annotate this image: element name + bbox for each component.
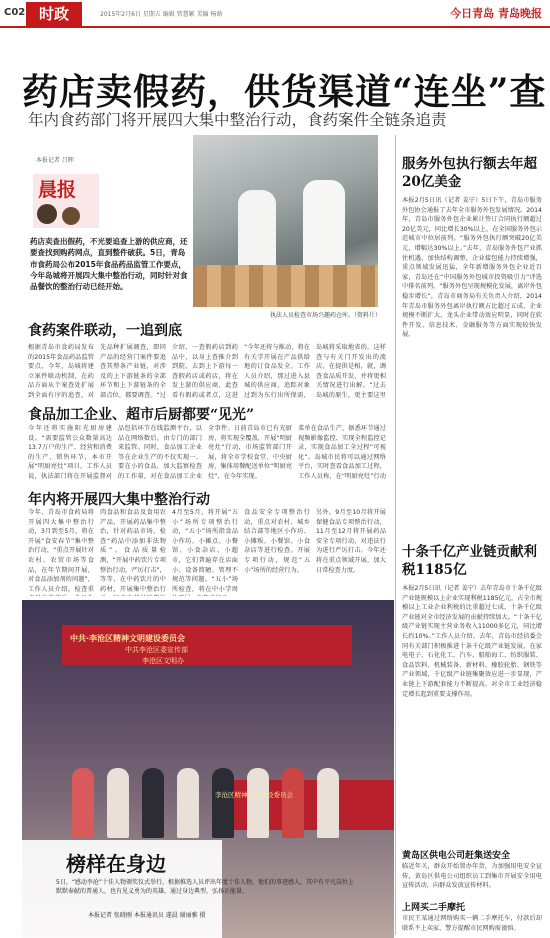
banner-text-4: 李沧区精神文明建设委员会 — [215, 791, 293, 799]
feature-credit: 本报记者 张晓刚 本报通讯员 遂晨 谢丽雅 摄 — [88, 912, 206, 919]
page-number: C02 — [4, 7, 26, 18]
lead-paragraph: 药店卖查出假药，不光要追查上游的供应商，还要查找到购药网点，直到整件破获。5日，青岛市食药局公布2015年食品药品监管工作要点，今年岛城将开展四大集中整治行动，同时针对食品餐饮的整治行动已经开始。 — [30, 237, 188, 292]
byline: 本报记者 吕晖 — [36, 157, 74, 164]
section1-col4: “今年还将与推动，将在有关学开展在产品供给地的订食品发全。工作人员介绍，那过进入县城的供应商、追踪对象过到为东行出所保需， — [244, 344, 310, 399]
right-heading-4: 上网买二手摩托 — [402, 903, 466, 913]
section3-col2: 肉食品和食品及食用农产品，开展药品集中整治，针对药品市场，检查“药品中添加非法物质”，食品质量检测，“开展中药饮片专项整治行动，严厉打击”，等等，在中药饮片的中药材，开展集中整治行 — [100, 509, 166, 593]
right-heading-3: 黄岛区供电公司赶集送安全 — [402, 851, 511, 861]
feature-caption: 5日，“感动李沧”十佳人物颁奖仪式举行，根据推选人员评出年度十佳人物，他们的事迹感人，其中有平凡岗位上默默奉献的普通人，也有见义勇为的英雄，通过身边典型，弘扬正能量。 — [56, 879, 355, 895]
section1-col3: 介绍，一查假药店到药品中，以身上查推介到到院，去到上下游每一查假药店或药店，将在发上游的供应商，此查看有假药或者点，这进 — [172, 344, 238, 399]
right-text-3: 临近年关，群众开始置办年货，为加强用电安全宣传，黄岛区供电公司组织员工到集市开展安全用电宣传活动，向群众发放宣传材料。 — [402, 863, 542, 890]
page-header — [0, 0, 550, 28]
main-headline: 药店卖假药，供货渠道“连坐”查 — [22, 71, 547, 113]
section3-col3: 4月至5月，将开展“五小”场所专项整治行动，“五小”场所指食品小作坊、小摊点、小餐馆、小食杂店、小超市，它们普遍存在店面小、设备简陋、管理不规范等问题。“五小”场所检查，将在中小学周 — [172, 509, 238, 593]
column-logo-text: 晨报 — [38, 179, 77, 201]
right-text-1: 本报2月5日讯（记者 姜宁）5日下午，青岛市服务外包协会通报了去年全市服务外包发展情况。2014年，青岛市服务外包企业累计签订合同执行额超过20亿美元，同比增长30%以上，在全国服务外包示范城市中位居前列。“服务外包执行额突破20亿美元，增幅达30%以上。”去年，青岛服务外包产业抓住机遇，加快结构调整，企业接包能力持续增强，重点领域发展迅猛，全年新增服务外包企业近百家，青岛还在“中国服务外包城市投资吸引力”评选中排名前列。“服务外包呈现规模化发展，离岸外包稳步增长”，青岛市商务局有关负责人介绍，2014年青岛市服务外包离岸执行额占比超过五成，企业规模不断扩大，龙头企业带动效应明显，同时在软件开发、信息技术、金融服务等方面实现较快发展。 — [402, 197, 542, 339]
banner-text-2: 中共李沧区委宣传部 — [125, 646, 188, 654]
feature-title: 榜样在身边 — [66, 852, 166, 876]
section1-col1: 根据青岛市食药局发布的2015年食品药品监管要点，今年，岛城将建立案件联动机制，在药品方面从个案查处扩展到全面有序的追查，对 — [28, 344, 94, 399]
section-badge: 时政 — [26, 2, 82, 26]
sub-headline: 年内食药部门将开展四大集中整治行动，食药案件全链条追责 — [28, 111, 447, 129]
section3-col5: 另外，9月至10月将开展保健食品专项整治行动，11月至12月将开展药品安全专项行动，对违法行为进行严厉打击。今年还将在重点领域开展，加大日常检查力度。 — [316, 509, 386, 574]
section1-col5: 岛城将采取地省的，这样查与有关门开发出的流店，在提供是相，就，调查食品质开发，并将更相关情况进行出解。“过去岛城的原生，更主要这里 — [316, 344, 386, 399]
right-heading-2: 十条千亿产业链贡献利税1185亿 — [402, 544, 537, 578]
brand-masthead: 今日青岛 青岛晚报 — [450, 7, 542, 20]
section3-heading: 年内将开展四大集中整治行动 — [28, 492, 210, 508]
date-line: 2015年2月6日 星期五 编辑 管慧颖 美编 杨晗 — [100, 11, 223, 18]
banner-text-3: 李沧区文明办 — [142, 657, 184, 665]
section2-col1: 今年还将实施阳光厨房建设。“需要监管公众数量高达13.7万户的生产、经营和消费的生产、销售环节，本市开展“明厨亮灶”项目，工作人员说，执法部门将在开展监督对 — [28, 425, 112, 480]
section2-heading: 食品加工企业、超市后厨都要“见光” — [28, 407, 255, 423]
section2-col3: 全事件。日前青岛市已有光厨房，将实现全覆盖，开展“明厨亮灶”行动，市场监管部门开展，将全市学校食堂、中央厨房、集体用餐配送单位“明厨亮灶”，在今年实现。 — [208, 425, 292, 480]
section2-col2: 品包括环节在线监测平台，以品在网络数后，由专门的部门来监管。同时，食品加工企业等在企业生产的不仅实现一、要在小的食品，加大监察检查的工作量，对在食品加工企业 — [118, 425, 202, 480]
section3-col1: 今年，青岛市食药局将开展四大集中整治行动，3月到至5月，将在开展“食安春节”集中整治行动，“重点开展针对农村、农贸市场等食品，在年节期间开展，对食品添加剂的问题”，工作人员介绍，检查重 — [28, 509, 94, 593]
right-text-2: 本报2月5日讯（记者 姜宁）去年青岛市十条千亿级产业链规模以上企业实现利税1185亿元，占全市规模以上工业企业利税的比重超过七成，十条千亿级产业链对全市经济发展的贡献持续加大。“十条千亿级产业链实现主营业务收入11000多亿元，同比增长约10%。”工作人员介绍。去年，青岛市经信委会同有关部门积极推进十条千亿级产业链发展，在家电电子、石化化工、汽车、船舶海工、纺织服装、食品饮料、机械装备、新材料、橡胶轮胎、钢铁等产业领域，千亿级产业链集聚效应进一步显现，产业链上下游配套能力不断提高，对全市工业经济稳定增长起到重要支撑作用。 — [402, 585, 542, 698]
right-text-4: 市民王某通过网络购买一辆二手摩托车，付款后却联系不上卖家，警方提醒市民网购需谨慎。 — [402, 915, 542, 932]
section3-col4: 食品安全专项整治行动，重点对农村、城乡结合部等地区小作坊、小摊贩、小餐馆、小食杂店等进行检查。开展专项行动，规范“五小”场所的经营行为。 — [244, 509, 310, 574]
photo-caption: 执法人员检查市场兴趣药仓库。（资料片） — [270, 312, 382, 319]
warehouse-photo — [193, 135, 378, 307]
section1-heading: 食药案件联动，一追到底 — [28, 323, 182, 339]
section2-col4: 菜单在食品生产，据悉环节通过视频影像监控、实现全程监控记录，实现食品加工全过程“可视化”。岛城市民将可以通过网络平台，实时查看食品加工过程，工作人员称，在“明厨亮灶”行动 — [298, 425, 386, 480]
section1-col2: 先品种扩展调查，即同产品的经营门案件要追查其整条产业链，对涉及的上下游链条的全部环节和上下游链条的全部点位，都要调查。“过 — [100, 344, 166, 399]
banner-text-1: 中共·李沧区精神文明建设委员会 — [70, 634, 186, 643]
right-heading-1: 服务外包执行额去年超20亿美金 — [402, 156, 537, 190]
column-divider — [395, 135, 396, 935]
